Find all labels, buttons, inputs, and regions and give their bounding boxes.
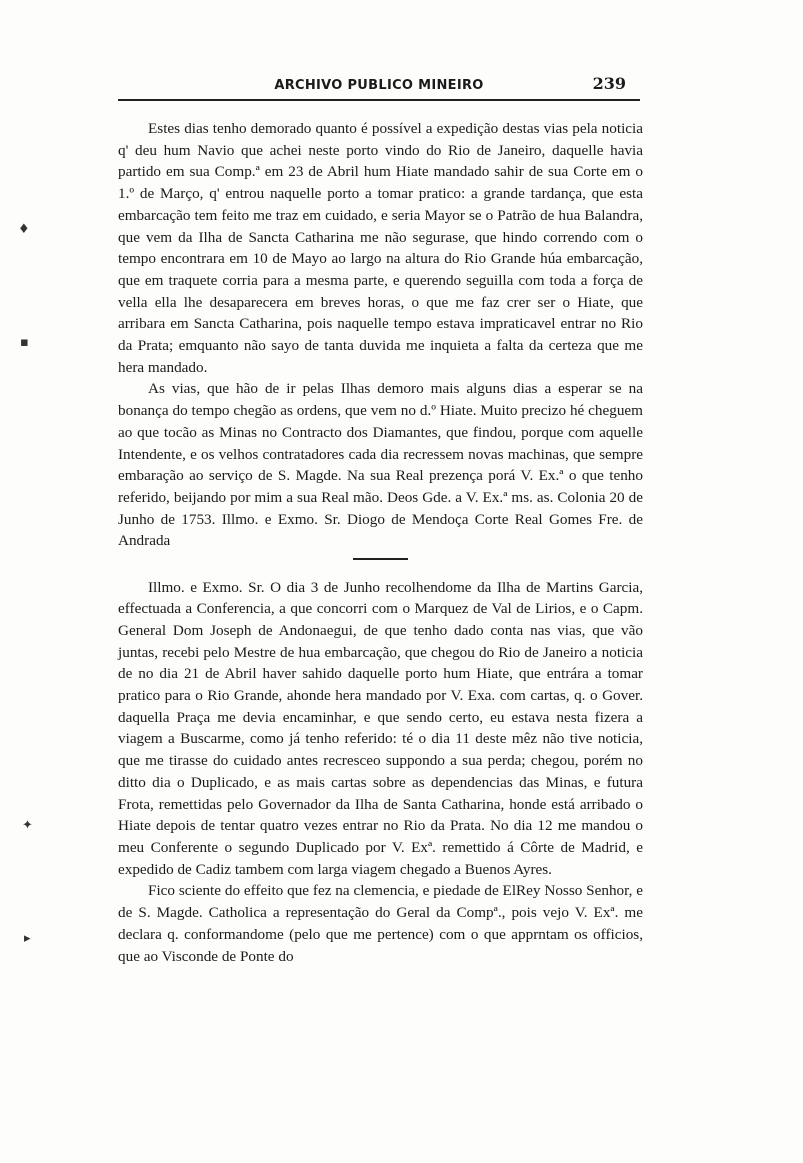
running-title: ARCHIVO PUBLICO MINEIRO [274,78,484,93]
margin-mark: ♦ [18,222,30,237]
paragraph: As vias, que hão de ir pelas Ilhas demoro mais alguns dias a esperar se na bonança do tempo chegão as ordens, que vem no d.º Hiate. Muito precizo hé cheguem ao que tocão as Minas no Contracto dos Diamantes, que findou, porque com aquelle Intendente, e os velhos contratadores cada dia recressem novas machinas, que sempre embaração ao serviço de S. Magde. Na sua Real prezença porá V. Ex.ª o que tenho referido, beijando por mim a sua Real mão. Deos Gde. a V. Ex.ª ms. as. Colonia 20 de Junho de 1753. Illmo. e Exmo. Sr. Diogo de Mendoça Corte Real Gomes Fre. de Andrada [118,380,643,550]
body-text [118,118,643,967]
margin-mark: ▪ [20,335,29,350]
header-rule [118,99,640,101]
page-header [118,76,640,98]
paragraph: Estes dias tenho demorado quanto é possível a expedição destas vias pela noticia q' deu hum Navio que achei neste porto vindo do Rio de Janeiro, daquelle havia partido em sua Comp.ª em 23 de Abril hum Hiate mandado sahir de sua Corte em o 1.º de Março, q' entrou naquelle porto a tomar pratico: a grande tardança, que esta embarcação tem feito me traz em cuidado, e seria Mayor se o Patrão de hua Balandra, que vem da Ilha de Sancta Catharina me não segurase, que hindo correndo com o tempo encontrara em 10 de Mayo ao largo na altura do Rio Grande húa embarcação, que em traquete corria para a mesma parte, e querendo seguilla com toda a força de vella ella lhe desaparecera em breves horas, o que me faz crer ser o Hiate, que arribara em Sancta Catharina, pois naquelle tempo estava impraticavel entrar no Rio da Prata; emquanto não sayo de tanta duvida me inquieta a falta da certeza que me hera mandado. [118,120,643,376]
section-divider [353,558,408,560]
paragraph: Fico sciente do effeito que fez na clemencia, e piedade de ElRey Nosso Senhor, e de S. Magde. Catholica a representação do Geral da Compª., pois vejo V. Exª. me declara q. conformandome (pelo que me pertence) com o que apprntam os officios, que ao Visconde de Ponte do [118,882,643,965]
page-number: 239 [592,74,626,93]
margin-mark: ▸ [24,931,31,946]
margin-mark: ✦ [22,818,33,833]
paragraph: Illmo. e Exmo. Sr. O dia 3 de Junho recolhendome da Ilha de Martins Garcia, effectuada a Conferencia, a que concorri com o Marquez de Val de Lirios, e o Capm. General Dom Joseph de Andonaegui, de que tenho dado conta nas vias, que vão juntas, recebi pelo Mestre de hua embarcação, que chegou do Rio de Janeiro a noticia de no dia 21 de Abril haver sahido daquelle porto hum Hiate, que entrára a tomar pratico para o Rio Grande, ahonde hera mandado por V. Exa. com cartas, q. o Gover. daquella Praça me devia encaminhar, e que sendo certo, eu estava nesta fizera a viagem a Buscarme, como já tenho referido: té o dia 11 deste mêz não tive noticia, que me tirasse do cuidado antes recresceo suppondo a sua perda; chegou, porém no ditto dia o Duplicado, e as mais cartas sobre as dependencias das Minas, e futura Frota, remettidas pelo Governador da Ilha de Santa Catharina, honde está arribado o Hiate depois de tentar quatro vezes entrar no Rio da Prata. No dia 12 me mandou o meu Conferente o segundo Duplicado por V. Exª. remettido á Côrte de Madrid, e expedido de Cadiz tambem com larga viagem chegado a Buenos Ayres. [118,578,643,878]
